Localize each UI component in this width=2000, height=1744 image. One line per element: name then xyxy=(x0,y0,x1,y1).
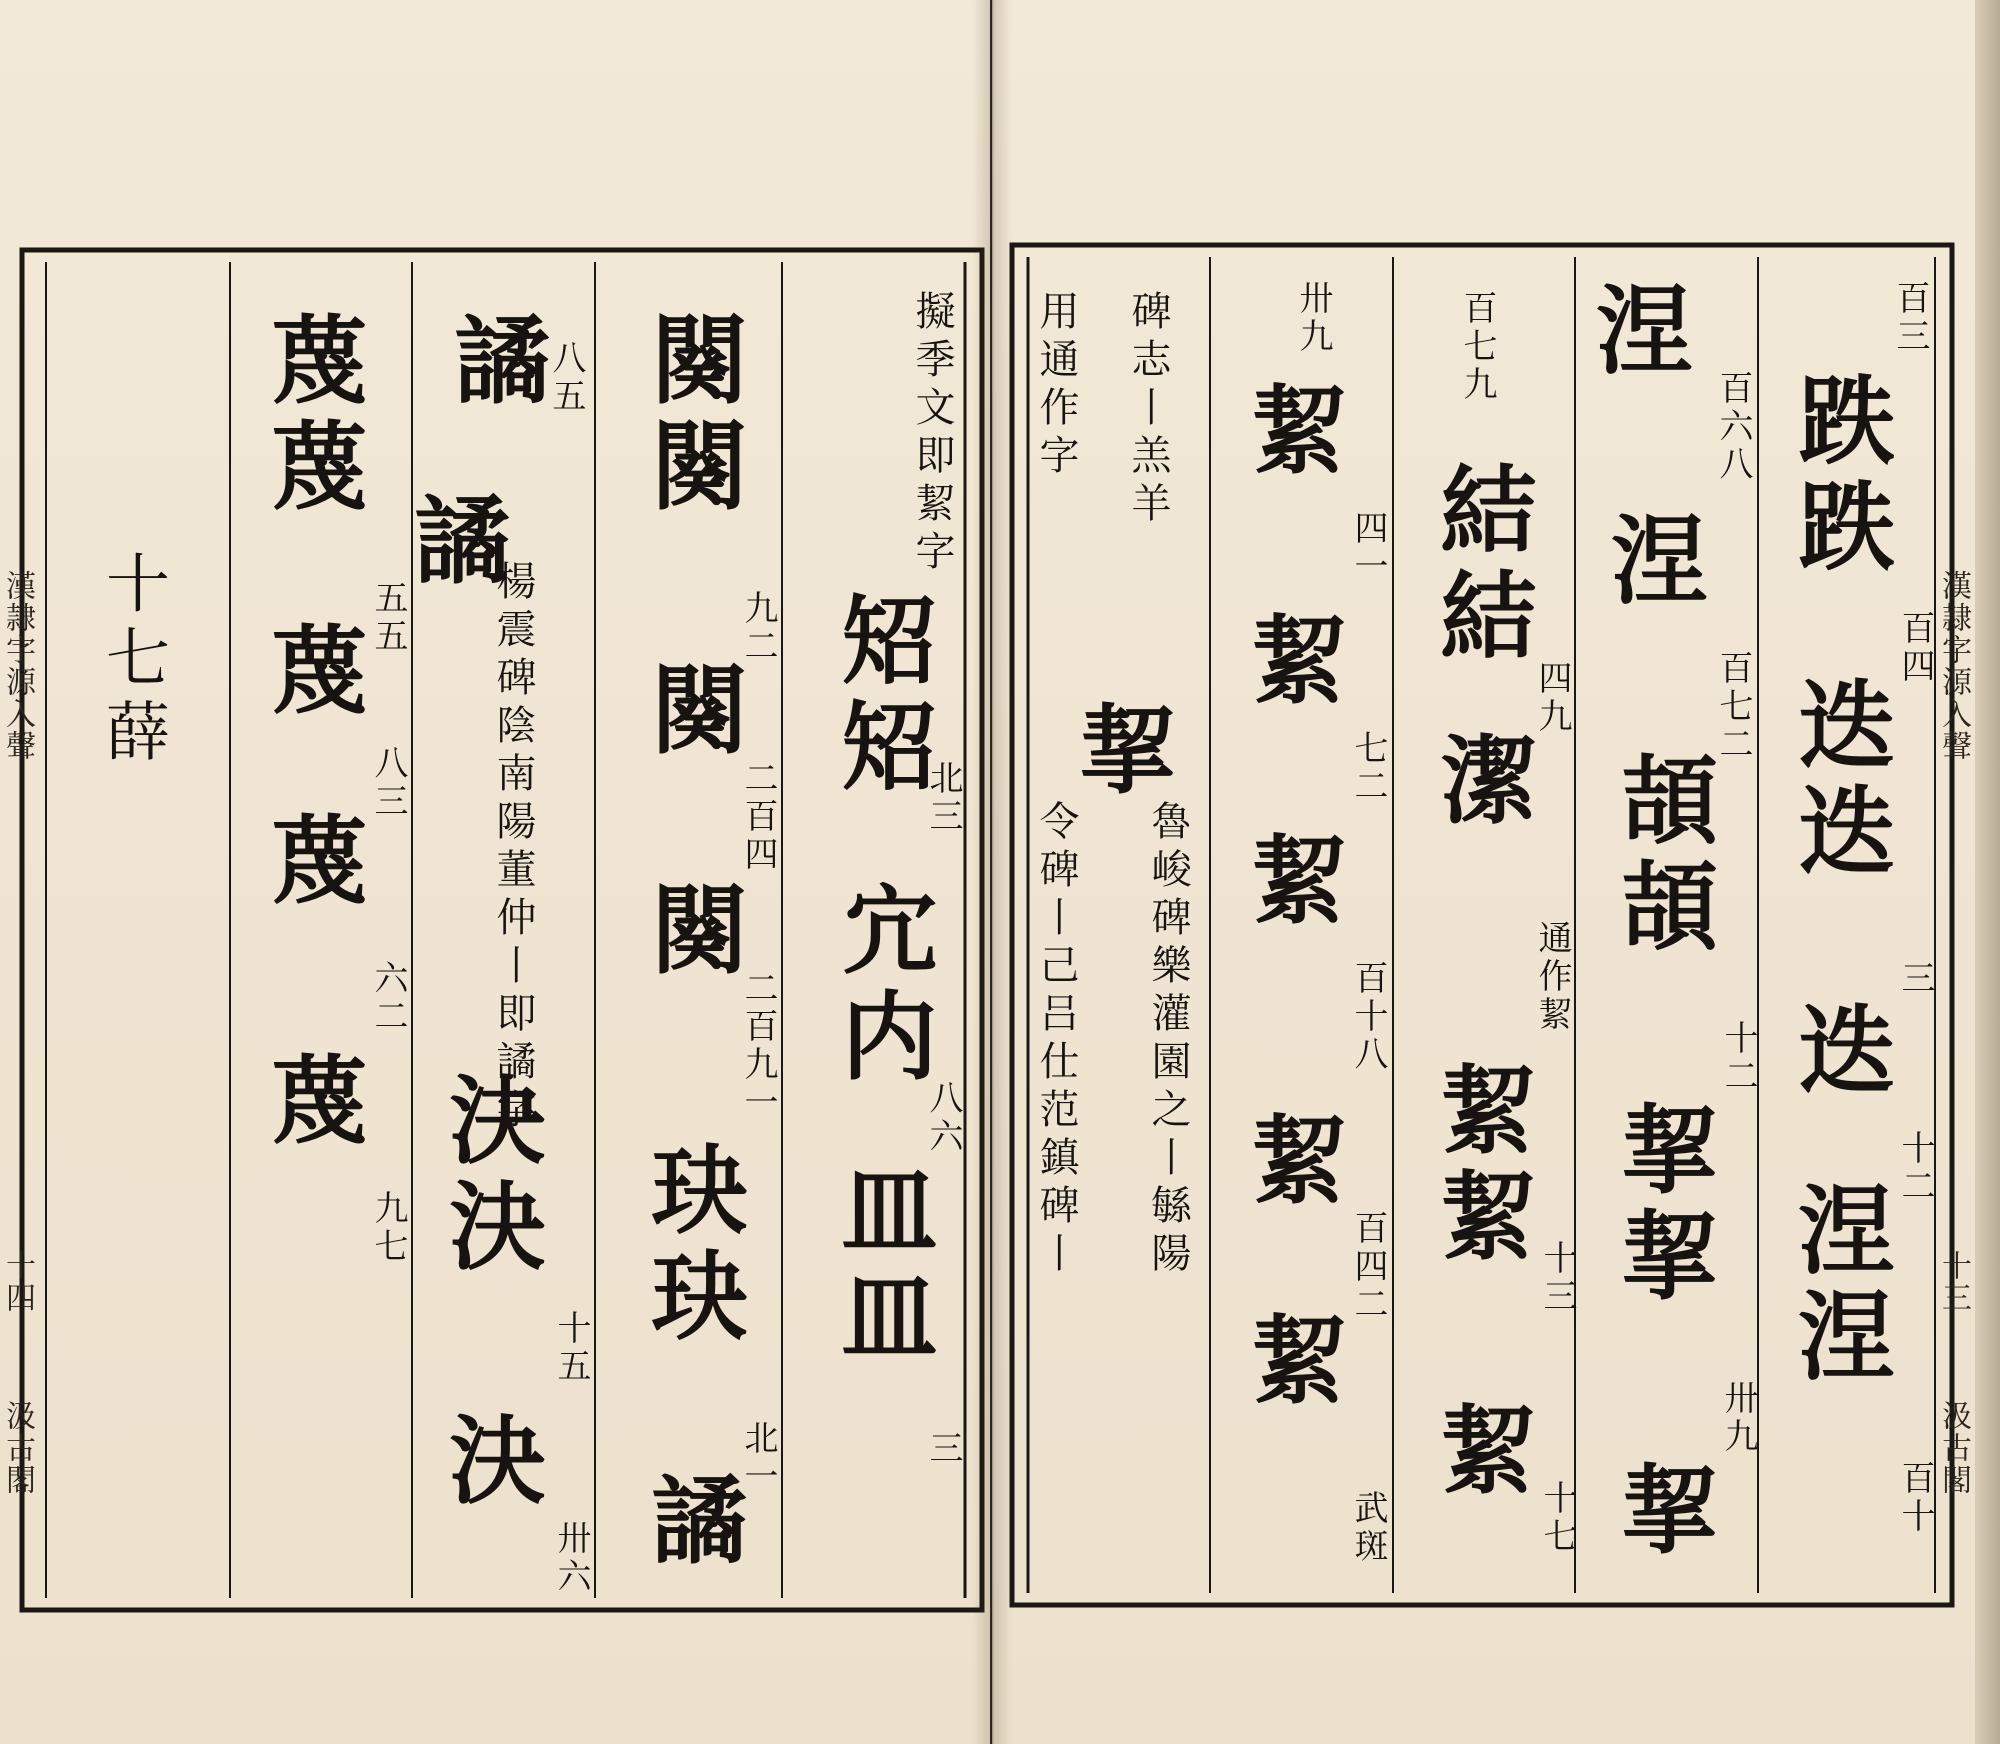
entry-number: 十七 xyxy=(1537,1480,1577,1556)
entry-number: 三 xyxy=(1895,960,1935,998)
entry-glyph: 蔑 xyxy=(256,810,369,916)
right-col-6 xyxy=(1033,280,1116,1580)
note: 擬季文即絜字 xyxy=(909,290,955,578)
entry-glyph: 迭 xyxy=(1783,1000,1896,1106)
entry-number: 百六八 xyxy=(1713,370,1753,484)
entry-number: 北一 xyxy=(738,1420,778,1496)
entry-glyph: 頡 xyxy=(1606,750,1719,856)
entry-number: 百四二 xyxy=(1348,1210,1388,1324)
entry-number: 十二 xyxy=(1895,1130,1935,1206)
left-margin-publisher-box xyxy=(2,1400,42,1496)
note: 用通作字 xyxy=(1033,290,1079,482)
entry-number: 北三 xyxy=(923,760,963,836)
entry-glyph: 内 xyxy=(826,986,939,1092)
entry-glyph: 絜 xyxy=(1236,1110,1349,1216)
note: 通作絜 xyxy=(1532,920,1572,1034)
entry-glyph: 決 xyxy=(434,1176,547,1282)
entry-glyph: 闋 xyxy=(636,310,749,416)
entry-glyph: 挈 xyxy=(1606,1100,1719,1206)
left-margin-folio-box xyxy=(2,1250,42,1314)
entry-glyph: 玦 xyxy=(636,1246,749,1352)
entry-glyph: 蔑 xyxy=(256,310,369,416)
entry-glyph: 蔑 xyxy=(256,1050,369,1156)
entry-number: 十三 xyxy=(1537,1240,1577,1316)
left-margin-column xyxy=(2,570,42,762)
left-margin-folio: 十四 xyxy=(0,1250,35,1314)
entry-glyph: 譎 xyxy=(439,310,552,416)
entry-glyph: 跌 xyxy=(1783,476,1896,582)
right-col-2 xyxy=(1580,280,1758,1580)
left-margin-title: 漢隷字源入聲 xyxy=(0,570,35,762)
entry-glyph: 挈 xyxy=(1606,1460,1719,1566)
entry-number: 六二 xyxy=(368,960,408,1036)
entry-glyph: 涅 xyxy=(1783,1286,1896,1392)
entry-glyph: 闋 xyxy=(636,880,749,986)
left-col-3 xyxy=(399,290,593,1596)
entry-glyph: 絜 xyxy=(1236,1310,1349,1416)
note: 魯峻碑樂灌園之丨緐陽 xyxy=(1145,800,1191,1280)
right-col-4 xyxy=(1214,280,1390,1580)
right-margin-title: 漢隷字源入聲 xyxy=(1936,570,1971,762)
entry-glyph: 絜 xyxy=(1236,610,1349,716)
entry-glyph: 䂏 xyxy=(826,696,939,802)
entry-glyph: 結 xyxy=(1425,460,1538,566)
right-margin-folio: 十三 xyxy=(1936,1250,1971,1314)
right-margin-folio-box xyxy=(1938,1250,1974,1314)
entry-number: 百四 xyxy=(1895,610,1935,686)
entry-number: 卅六 xyxy=(551,1520,591,1596)
entry-glyph: 決 xyxy=(434,1070,547,1176)
entry-number: 二百九一 xyxy=(738,970,778,1122)
entry-glyph: 潔 xyxy=(1425,730,1538,836)
entry-number: 九七 xyxy=(368,1190,408,1266)
entry-glyph: 譎 xyxy=(636,1470,749,1576)
entry-number: 二百四 xyxy=(738,760,778,874)
entry-glyph: 皿 xyxy=(826,1160,939,1266)
entry-number: 卅九 xyxy=(1718,1380,1758,1456)
entry-number: 百十 xyxy=(1895,1460,1935,1536)
left-col-4 xyxy=(235,290,410,1590)
entry-number: 九二 xyxy=(738,590,778,666)
left-col-1 xyxy=(790,290,963,1590)
entry-glyph: 䂏 xyxy=(826,590,939,696)
entry-glyph: 絜 xyxy=(1236,380,1349,486)
entry-glyph: 頡 xyxy=(1606,856,1719,962)
entry-glyph: 闋 xyxy=(636,416,749,522)
entry-glyph: 挈 xyxy=(1606,1206,1719,1312)
entry-number: 百七九 xyxy=(1457,290,1497,404)
entry-number: 八五 xyxy=(546,340,586,416)
entry-number: 卅九 xyxy=(1293,280,1333,356)
entry-glyph: 蔑 xyxy=(256,620,369,726)
entry-number: 百七二 xyxy=(1713,650,1753,764)
entry-glyph: 跌 xyxy=(1783,370,1896,476)
left-col-2 xyxy=(600,290,780,1590)
section-heading: 十七薛 xyxy=(95,550,169,772)
entry-glyph: 譎 xyxy=(399,490,512,596)
entry-glyph: 絜 xyxy=(1236,830,1349,936)
entry-glyph: 絜 xyxy=(1425,1060,1538,1166)
entry-number: 十二 xyxy=(1718,1020,1758,1096)
left-margin-publisher: 汲古閣 xyxy=(0,1400,35,1496)
entry-glyph: 宂 xyxy=(826,880,939,986)
entry-glyph: 玦 xyxy=(636,1140,749,1246)
entry-glyph: 挈 xyxy=(1064,700,1177,806)
book-gutter xyxy=(972,0,1012,1744)
entry-glyph: 涅 xyxy=(1581,280,1694,386)
right-margin-publisher: 汲古閣 xyxy=(1936,1400,1971,1496)
note: 碑志丨羔羊 xyxy=(1125,290,1171,530)
left-col-5 xyxy=(60,550,220,772)
entry-glyph: 迭 xyxy=(1783,781,1896,887)
entry-glyph: 結 xyxy=(1425,566,1538,672)
entry-number: 四九 xyxy=(1532,660,1572,736)
entry-glyph: 迭 xyxy=(1783,675,1896,781)
entry-number: 百三 xyxy=(1890,280,1930,356)
right-col-1 xyxy=(1762,280,1935,1580)
entry-number: 八六 xyxy=(923,1080,963,1156)
entry-number: 五五 xyxy=(368,580,408,656)
note: 令碑丨己吕仕范鎮碑丨 xyxy=(1033,800,1079,1280)
right-col-3 xyxy=(1396,280,1577,1580)
entry-glyph: 蔑 xyxy=(256,416,369,522)
note: 楊震碑陰南陽董仲丨即譎字 xyxy=(490,560,536,1136)
entry-glyph: 闋 xyxy=(636,660,749,766)
entry-number: 百十八 xyxy=(1348,960,1388,1074)
entry-glyph: 涅 xyxy=(1783,1180,1896,1286)
right-margin-publisher-box xyxy=(1938,1400,1974,1496)
entry-glyph: 絜 xyxy=(1425,1400,1538,1506)
entry-number: 武斑 xyxy=(1348,1490,1388,1566)
entry-number: 四一 xyxy=(1348,510,1388,586)
entry-glyph: 絜 xyxy=(1425,1166,1538,1272)
right-margin-column xyxy=(1938,570,1974,762)
entry-glyph: 決 xyxy=(434,1410,547,1516)
entry-number: 七二 xyxy=(1348,730,1388,806)
entry-number: 十五 xyxy=(551,1310,591,1386)
entry-glyph: 皿 xyxy=(826,1266,939,1372)
entry-glyph: 涅 xyxy=(1596,510,1709,616)
entry-number: 八三 xyxy=(368,745,408,821)
entry-number: 三 xyxy=(923,1430,963,1468)
